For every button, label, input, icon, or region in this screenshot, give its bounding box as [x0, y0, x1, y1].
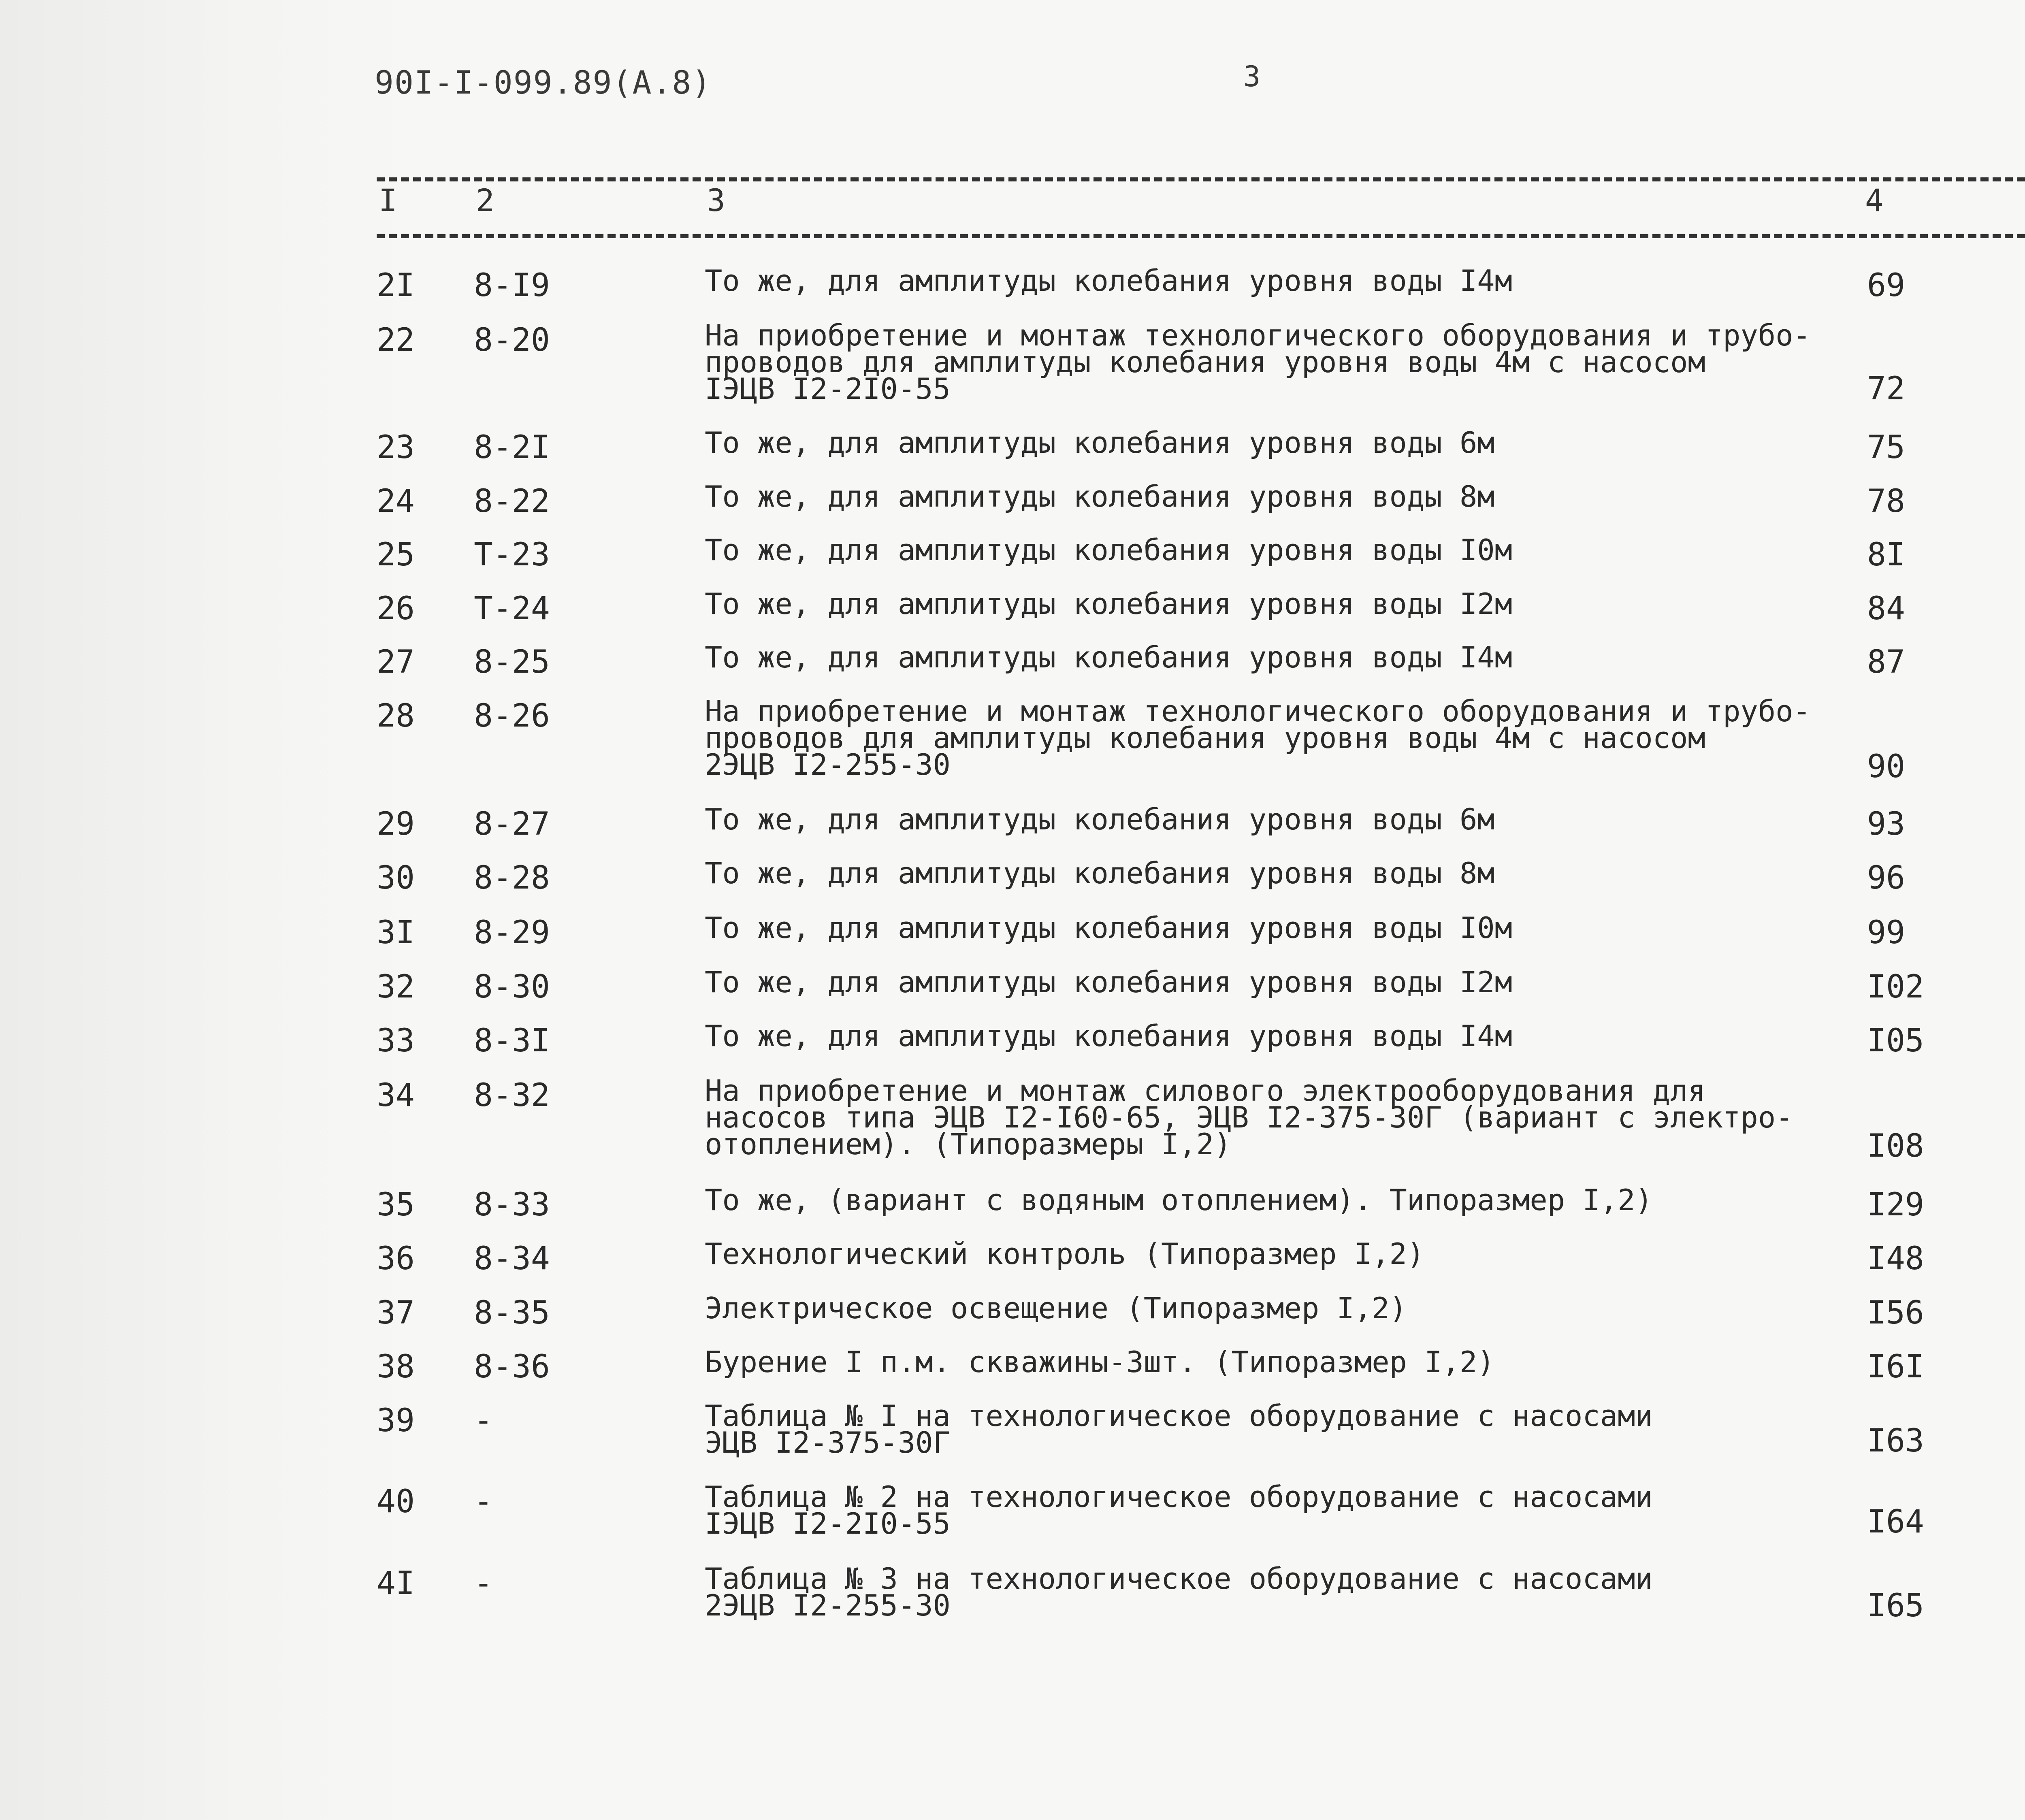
row-code: Т-24: [474, 590, 550, 627]
row-code: 8-34: [474, 1240, 550, 1277]
column-header-1: I: [379, 182, 397, 218]
row-number: 38: [377, 1349, 415, 1385]
row-description: То же, для амплитуды колебания уровня воды 8м: [705, 856, 1495, 890]
row-code: 8-20: [474, 322, 550, 358]
row-page: 78: [1867, 483, 1905, 520]
row-number: 26: [377, 590, 415, 627]
row-code: 8-27: [474, 806, 550, 842]
header-bottom-rule: [377, 234, 2025, 238]
row-number: 23: [377, 429, 415, 466]
row-code: 8-22: [474, 483, 550, 520]
row-code: 8-36: [474, 1349, 550, 1385]
row-page: I6I: [1867, 1349, 1924, 1385]
row-page: I48: [1867, 1240, 1924, 1277]
row-page: 69: [1867, 267, 1905, 304]
row-description: Таблица № 3 на технологическое оборудование с насосами 2ЭЦВ I2-255-30: [705, 1562, 1653, 1622]
row-page: 8I: [1867, 537, 1905, 573]
row-page: I65: [1867, 1588, 1924, 1624]
row-description: То же, для амплитуды колебания уровня воды 6м: [705, 426, 1495, 460]
row-page: I63: [1867, 1423, 1924, 1459]
row-code: Т-23: [474, 537, 550, 573]
row-page: 99: [1867, 914, 1905, 951]
row-description: То же, для амплитуды колебания уровня воды I2м: [705, 587, 1512, 621]
row-code: 8-32: [474, 1077, 550, 1114]
row-page: 87: [1867, 644, 1905, 680]
row-code: 8-I9: [474, 267, 550, 304]
row-number: 3I: [377, 914, 415, 951]
row-description: То же, для амплитуды колебания уровня воды I2м: [705, 965, 1512, 999]
row-number: 22: [377, 322, 415, 358]
row-number: 35: [377, 1187, 415, 1223]
row-page: I56: [1867, 1295, 1924, 1331]
row-number: 34: [377, 1077, 415, 1114]
row-code: -: [474, 1483, 493, 1520]
column-header-3: 3: [707, 182, 725, 218]
row-number: 30: [377, 860, 415, 896]
column-header-4: 4: [1865, 182, 1884, 218]
row-description: То же, для амплитуды колебания уровня воды I4м: [705, 264, 1512, 298]
row-page: 72: [1867, 371, 1905, 407]
row-code: 8-35: [474, 1295, 550, 1331]
row-number: 37: [377, 1295, 415, 1331]
row-page: 84: [1867, 590, 1905, 627]
row-page: I05: [1867, 1023, 1924, 1059]
row-code: -: [474, 1565, 493, 1602]
page-margin-shade: [0, 0, 413, 1820]
row-code: 8-26: [474, 698, 550, 734]
row-number: 2I: [377, 267, 415, 304]
row-code: 8-3I: [474, 1023, 550, 1059]
row-code: 8-25: [474, 644, 550, 680]
header-top-rule: [377, 177, 2025, 181]
row-code: 8-30: [474, 969, 550, 1005]
row-code: 8-28: [474, 860, 550, 896]
row-description: То же, (вариант с водяным отоплением). Типоразмер I,2): [705, 1183, 1653, 1217]
row-description: На приобретение и монтаж технологического оборудования и трубо- проводов для амплитуды колебания уровня воды 4м с насосом 2ЭЦВ I2-255-30: [705, 694, 1811, 782]
row-page: I02: [1867, 969, 1924, 1005]
row-description: То же, для амплитуды колебания уровня воды I0м: [705, 533, 1512, 567]
row-description: То же, для амплитуды колебания уровня воды 8м: [705, 480, 1495, 514]
row-number: 32: [377, 969, 415, 1005]
row-page: I29: [1867, 1187, 1924, 1223]
row-number: 39: [377, 1402, 415, 1439]
row-code: 8-33: [474, 1187, 550, 1223]
column-header-2: 2: [476, 182, 495, 218]
document-code: 90I-I-099.89(А.8): [375, 65, 712, 101]
row-description: Таблица № 2 на технологическое оборудование с насосами IЭЦВ I2-2I0-55: [705, 1480, 1653, 1541]
row-number: 25: [377, 537, 415, 573]
row-code: -: [474, 1402, 493, 1439]
row-page: 75: [1867, 429, 1905, 466]
row-number: 40: [377, 1483, 415, 1520]
row-description: То же, для амплитуды колебания уровня воды I4м: [705, 640, 1512, 674]
row-number: 4I: [377, 1565, 415, 1602]
row-number: 29: [377, 806, 415, 842]
row-description: Бурение I п.м. скважины-3шт. (Типоразмер I,2): [705, 1345, 1495, 1379]
row-description: Электрическое освещение (Типоразмер I,2): [705, 1291, 1407, 1325]
row-code: 8-29: [474, 914, 550, 951]
row-number: 33: [377, 1023, 415, 1059]
row-number: 28: [377, 698, 415, 734]
row-page: 93: [1867, 806, 1905, 842]
row-number: 36: [377, 1240, 415, 1277]
row-description: Технологический контроль (Типоразмер I,2): [705, 1237, 1425, 1271]
row-description: Таблица № I на технологическое оборудование с насосами ЭЦВ I2-375-30Г: [705, 1399, 1653, 1460]
row-description: На приобретение и монтаж технологического оборудования и трубо- проводов для амплитуды колебания уровня воды 4м с насосом IЭЦВ I2-2I0-55: [705, 318, 1811, 406]
row-description: То же, для амплитуды колебания уровня воды I0м: [705, 911, 1512, 945]
row-page: 90: [1867, 748, 1905, 785]
row-page: I64: [1867, 1504, 1924, 1540]
row-code: 8-2I: [474, 429, 550, 466]
page-number: 3: [1243, 60, 1261, 93]
row-number: 24: [377, 483, 415, 520]
row-page: 96: [1867, 860, 1905, 896]
row-description: На приобретение и монтаж силового электрооборудования для насосов типа ЭЦВ I2-I60-65, ЭЦВ I2-375-30Г (вариант с электро- отоплением). (Типоразмеры I,2): [705, 1074, 1793, 1161]
row-number: 27: [377, 644, 415, 680]
row-description: То же, для амплитуды колебания уровня воды 6м: [705, 802, 1495, 836]
row-page: I08: [1867, 1128, 1924, 1164]
row-description: То же, для амплитуды колебания уровня воды I4м: [705, 1019, 1512, 1053]
